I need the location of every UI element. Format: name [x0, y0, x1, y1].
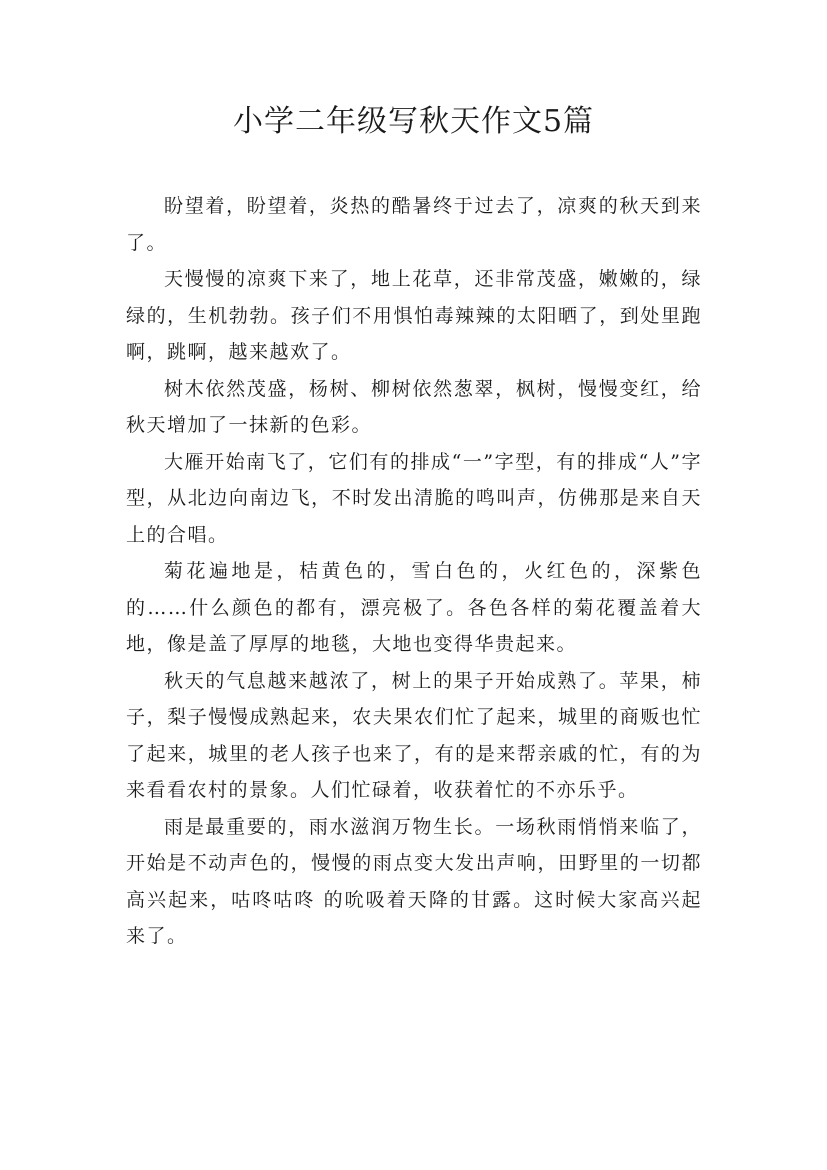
- paragraph: 盼望着，盼望着，炎热的酷暑终于过去了，凉爽的秋天到来了。: [126, 195, 702, 254]
- paragraph: 秋天的气息越来越浓了，树上的果子开始成熟了。苹果，柿子，梨子慢慢成熟起来，农夫果农们忙了起来，城里的商贩也忙了起来，城里的老人孩子也来了，有的是来帮亲戚的忙，有的为来看看农村的景象。人们忙碌着，收获着忙的不亦乐乎。: [126, 669, 702, 801]
- paragraph: 树木依然茂盛，杨树、柳树依然葱翠，枫树，慢慢变红，给秋天增加了一抹新的色彩。: [126, 377, 702, 436]
- paragraph: 菊花遍地是，桔黄色的，雪白色的，火红色的，深紫色的……什么颜色的都有，漂亮极了。各色各样的菊花覆盖着大地，像是盖了厚厚的地毯，大地也变得华贵起来。: [126, 560, 702, 655]
- document-title: 小学二年级写秋天作文5篇: [232, 104, 595, 139]
- paragraph: 天慢慢的凉爽下来了，地上花草，还非常茂盛，嫩嫩的，绿绿的，生机勃勃。孩子们不用惧怕毒辣辣的太阳晒了，到处里跑啊，跳啊，越来越欢了。: [126, 268, 702, 363]
- paragraph: 大雁开始南飞了，它们有的排成“一”字型，有的排成“人”字型，从北边向南边飞，不时发出清脆的鸣叫声，仿佛那是来自天上的合唱。: [126, 450, 702, 546]
- paragraph: 雨是最重要的，雨水滋润万物生长。一场秋雨悄悄来临了，开始是不动声色的，慢慢的雨点变大发出声响，田野里的一切都高兴起来，咕咚咕咚 的吮吸着天降的甘露。这时候大家高兴起来了。: [126, 815, 702, 947]
- document-body: [126, 188, 702, 955]
